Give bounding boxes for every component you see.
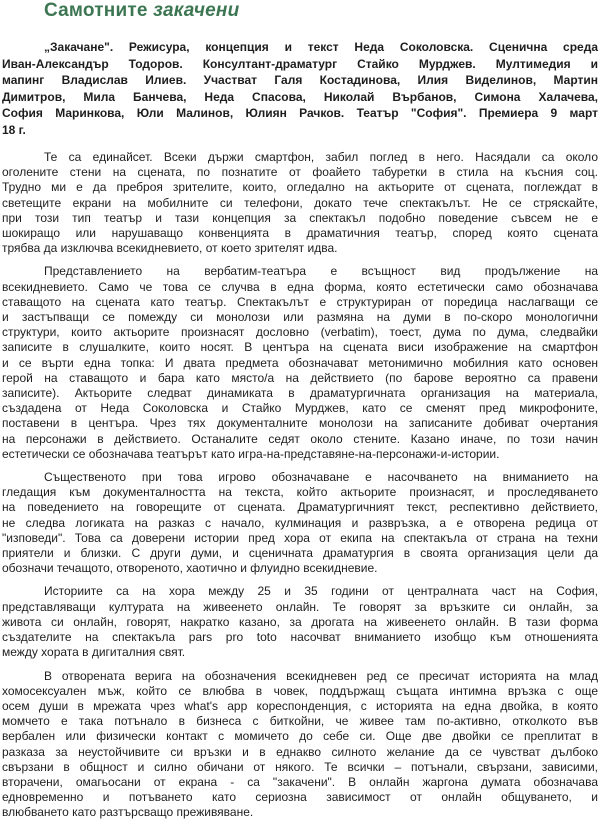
paragraph-line: между хората в дигиталния свят. <box>2 645 186 660</box>
paragraph-line: момчето е така потънало в бизнеса с биткойни, че живее там по-активно, отколкото във <box>2 714 598 729</box>
credits-line: Димитров, Мила Банчева, Неда Спасова, Николай Върбанов, Симона Халачева, <box>2 89 598 104</box>
paragraph-line: представляващи културата на живеенето онлайн. Те говорят за връзките си онлайн, за <box>2 599 598 614</box>
paragraph-line: не следва логиката на разказ с начало, кулминация и развръзка, а е отворена редица от <box>2 515 598 530</box>
paragraph-line: Те са единайсет. Всеки държи смартфон, забил поглед в него. Насядали са около <box>44 150 598 164</box>
article-title <box>44 0 239 22</box>
title-plain: Самотните <box>44 0 148 21</box>
paragraph-line: осем души в мрежата чрез what's app кореспонденция, с историята на една двойка, в която <box>2 698 598 713</box>
paragraph-line: вербален или физически контакт с момичето до себе си. Още две двойки се преплитат в <box>2 729 598 744</box>
credits-line: мапинг Владислав Илиев. Участват Галя Костадинова, Илия Виделинов, Мартин <box>2 73 598 87</box>
paragraph-line: ставащото на сцената като театър. Спектакълът е структуриран от поредица наслагващи се <box>2 294 598 309</box>
paragraph-line: Представлението на вербатим-театъра е всъщност вид продължение на <box>44 264 598 279</box>
credits-line: Иван-Александър Тодоров. Консултант-драматург Стайко Мурджев. Мултимедия и <box>2 56 598 71</box>
paragraph-line: шокиращо или нарушаващо конвенцията в драматичния театър, според която сцената <box>2 226 598 241</box>
paragraph-line: и се върти една топка: И двата предмета обозначават метонимично мобилния като основен <box>2 355 598 370</box>
paragraph-line: при този тип театър и тази концепция за спектакъл подобно поведение съвсем не е <box>2 210 598 225</box>
paragraph-line: хомосексуален мъж, който се влюбва в човек, поддържащ същата интимна връзка с още <box>2 683 598 698</box>
paragraph-line: Същественото при това игрово обозначаване е насочването на вниманието на <box>44 470 598 485</box>
paragraph-line: В отворената верига на обозначения всекидневен ред се пресичат историята на млад <box>44 668 598 683</box>
paragraph-line: поставени в центъра. Чрез тях документалните монолози на записаните добиват очертания <box>2 416 598 431</box>
paragraph-line: Трудно ми е да преброя зрителите, които, огледално на актьорите от сцената, поглеждат в <box>2 180 598 195</box>
paragraph-line: разказа за неустойчивите си връзки и в еднакво силното желание да се чувстват дълбоко <box>2 744 598 759</box>
paragraph-line: герой на ставащото и бара като място/а на действието (по барове вероятно са правени <box>2 370 598 385</box>
paragraph-line: записите). Актьорите следват динамиката в драматургичната организация на материала, <box>2 386 598 401</box>
paragraph-line: на поведението на говорещите от сцената. Драматургичният текст, респективно действието, <box>2 500 598 515</box>
paragraph-line: живота си онлайн, говорят, накратко казано, за дрогата на живеенето онлайн. В тази форма <box>2 614 598 629</box>
credits-line: „Закачане". Режисура, концепция и текст Неда Соколовска. Сценична среда <box>44 40 598 54</box>
paragraph-line: вторачени, омагьосани от екрана - са "закачени". В онлайн жаргона думата обозначава <box>2 774 598 789</box>
paragraph-line: създадена от Неда Соколовска и Стайко Мурджев, като се сменят пред микрофоните, <box>2 401 598 416</box>
paragraph <box>2 150 598 256</box>
paragraph <box>2 264 598 462</box>
paragraph-line: на персонажи в действието. Останалите седят около стените. Казано иначе, по този начин <box>2 431 598 446</box>
paragraph-line: "изповеди". Това са доверени истории пред хора от екипа на спектакъла от страна на техни <box>2 530 598 545</box>
paragraph-line: записите в слушалките, които носят. В центъра на сцената виси изображение на смартфон <box>2 340 598 355</box>
paragraph <box>2 584 598 660</box>
paragraph-line: създателите на спектакъла pars pro toto насочват вниманието изобщо към отношенията <box>2 630 598 645</box>
paragraph-line: естетически се обозначава театърът като игра-на-представяне-на-персонажи-и-истории. <box>2 446 500 461</box>
paragraph-line: свързани в общност и силно обичани от някого. Те всички – потънали, свързани, зависими, <box>2 759 598 774</box>
paragraph <box>2 669 598 821</box>
paragraph-line: оголените стени на сцената, по познатите от фоайето табуретки в стила на късния соц. <box>2 165 598 180</box>
production-credits <box>2 39 598 138</box>
paragraph-line: и застъпващи се помежду си монолози или размяна на думи в по-скоро монологични <box>2 310 598 325</box>
paragraph-line: Историите са на хора между 25 и 35 години от централната част на София, <box>44 584 598 599</box>
paragraph-line: влюбването като разтърсващо преживяване. <box>2 805 254 820</box>
paragraph-line: структури, които актьорите произнасят дословно (verbatim), тоест, дума по дума, следвайки <box>2 325 598 340</box>
credits-line: София Маринкова, Юли Малинов, Юлиян Рачков. Театър "София". Премиера 9 март <box>2 106 598 120</box>
paragraph-line: светещите екрани на мобилните си телефони, докато тече спектакълът. Не се стряскайте, <box>2 195 598 210</box>
paragraph <box>2 470 598 576</box>
paragraph-line: трябва да изключва всекидневието, от което зрителят идва. <box>2 241 338 256</box>
paragraph-line: едновременно и потъването като сериозна зависимост от онлайн общуването, и <box>2 790 598 805</box>
title-italic: закачени <box>153 0 240 21</box>
article-body <box>2 150 598 829</box>
paragraph-line: всекидневието. Само че това се случва в една форма, която естетически само обозначава <box>2 279 598 294</box>
paragraph-line: приятели и близки. С други думи, и сценичната драматургия в своята организация цели да <box>2 546 598 561</box>
credits-line: 18 г. <box>2 122 26 137</box>
paragraph-line: обозначи течащото, отвореното, хаотично и флуидно всекидневие. <box>2 561 378 576</box>
paragraph-line: гледащия към документалността на текста, който актьорите произнасят, и проследяването <box>2 485 598 500</box>
